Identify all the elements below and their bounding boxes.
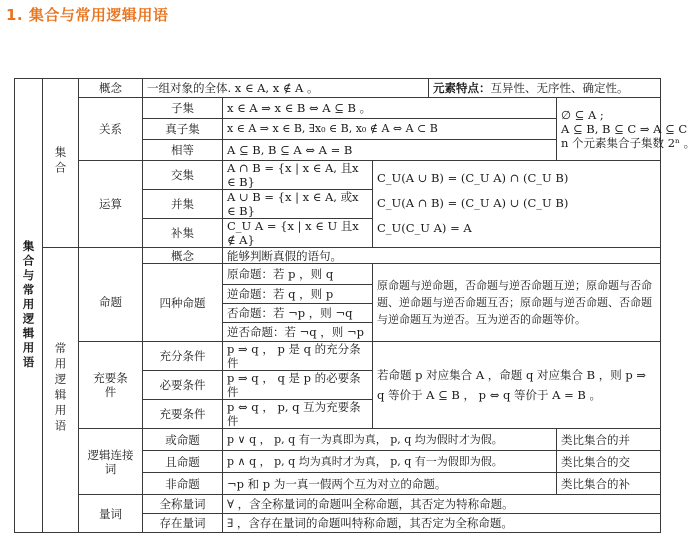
operation-formula: A ∪ B = {x | x ∈ A, 或x ∈ B} bbox=[223, 190, 373, 219]
relation-name: 子集 bbox=[143, 98, 223, 119]
condition-text: p ⇔ q ， p, q 互为充要条件 bbox=[223, 400, 373, 429]
quantifier-label: 量词 bbox=[79, 495, 143, 533]
condition-name: 必要条件 bbox=[143, 371, 223, 400]
set-label: 集合 bbox=[43, 79, 79, 248]
proposition-row: 否命题：若 ¬p ，则 ¬q bbox=[223, 304, 373, 323]
proposition-label: 命题 bbox=[79, 264, 143, 342]
quantifier-text: ∀ ，含全称量词的命题叫全称命题，其否定为特称命题。 bbox=[223, 495, 661, 514]
connective-name: 非命题 bbox=[143, 473, 223, 495]
element-feature: 元素特点：互异性、无序性、确定性。 bbox=[429, 79, 661, 98]
quantifier-text: ∃ ，含存在量词的命题叫特称命题，其否定为全称命题。 bbox=[223, 514, 661, 533]
quantifier-name: 全称量词 bbox=[143, 495, 223, 514]
operation-formula: C_U A = {x | x ∈ U 且x ∉ A} bbox=[223, 219, 373, 248]
relation-formula: x ∈ A ⇒ x ∈ B ⇔ A ⊆ B 。 bbox=[223, 98, 557, 119]
condition-name: 充分条件 bbox=[143, 342, 223, 371]
relation-label: 关系 bbox=[79, 98, 143, 161]
proposition-note: 原命题与逆命题，否命题与逆否命题互逆；原命题与否命题、逆命题与逆否命题互否；原命题与逆否命题、否命题与逆命题互为逆否。互为逆否的命题等价。 bbox=[373, 264, 661, 342]
operation-label: 运算 bbox=[79, 161, 143, 248]
condition-note: 若命题 p 对应集合 A ，命题 q 对应集合 B ，则 p ⇒ q 等价于 A ⊆ B ， p ⇔ q 等价于 A = B 。 bbox=[373, 342, 661, 429]
connective-label: 逻辑连接词 bbox=[79, 429, 143, 495]
relation-name: 真子集 bbox=[143, 119, 223, 140]
connective-name: 或命题 bbox=[143, 429, 223, 451]
connective-analogy: 类比集合的补 bbox=[557, 473, 661, 495]
four-propositions-label: 四种命题 bbox=[143, 264, 223, 342]
set-concept-text: 一组对象的全体. x ∈ A, x ∉ A 。 bbox=[143, 79, 429, 98]
quantifier-name: 存在量词 bbox=[143, 514, 223, 533]
proposition-concept-text: 能够判断真假的语句。 bbox=[223, 248, 661, 264]
proposition-concept-label: 概念 bbox=[143, 248, 223, 264]
proposition-row: 逆否命题：若 ¬q ，则 ¬p bbox=[223, 323, 373, 342]
relation-formula: x ∈ A ⇒ x ∈ B, ∃x₀ ∈ B, x₀ ∉ A ⇔ A ⊂ B bbox=[223, 119, 557, 140]
summary-table bbox=[14, 78, 695, 533]
operation-name: 补集 bbox=[143, 219, 223, 248]
connective-text: p ∨ q ， p, q 有一为真即为真， p, q 均为假时才为假。 bbox=[223, 429, 557, 451]
page-title: 1. 集合与常用逻辑用语 bbox=[6, 6, 169, 24]
operation-name: 交集 bbox=[143, 161, 223, 190]
connective-name: 且命题 bbox=[143, 451, 223, 473]
condition-text: p ⇒ q ， p 是 q 的充分条件 bbox=[223, 342, 373, 371]
connective-text: p ∧ q ， p, q 均为真时才为真， p, q 有一为假即为假。 bbox=[223, 451, 557, 473]
relation-notes: ∅ ⊆ A ; A ⊆ B, B ⊆ C ⇒ A ⊆ C n 个元素集合子集数 2ⁿ 。 bbox=[557, 98, 661, 161]
relation-formula: A ⊆ B, B ⊆ A ⇔ A = B bbox=[223, 140, 557, 161]
connective-analogy: 类比集合的交 bbox=[557, 451, 661, 473]
operation-name: 并集 bbox=[143, 190, 223, 219]
condition-text: p ⇒ q ， q 是 p 的必要条件 bbox=[223, 371, 373, 400]
connective-analogy: 类比集合的并 bbox=[557, 429, 661, 451]
proposition-row: 逆命题：若 q ，则 p bbox=[223, 285, 373, 304]
set-concept-label: 概念 bbox=[79, 79, 143, 98]
connective-text: ¬p 和 p 为一真一假两个互为对立的命题。 bbox=[223, 473, 557, 495]
operation-notes: C_U(A ∪ B) = (C_U A) ∩ (C_U B) C_U(A ∩ B) = (C_U A) ∪ (C_U B) C_U(C_U A) = A bbox=[373, 161, 661, 248]
proposition-row: 原命题：若 p ，则 q bbox=[223, 264, 373, 285]
relation-name: 相等 bbox=[143, 140, 223, 161]
condition-name: 充要条件 bbox=[143, 400, 223, 429]
logic-label: 常用逻辑用语 bbox=[43, 248, 79, 533]
condition-label: 充要条件 bbox=[79, 342, 143, 429]
root-label: 集合与常用逻辑用语 bbox=[15, 79, 43, 533]
operation-formula: A ∩ B = {x | x ∈ A, 且x ∈ B} bbox=[223, 161, 373, 190]
